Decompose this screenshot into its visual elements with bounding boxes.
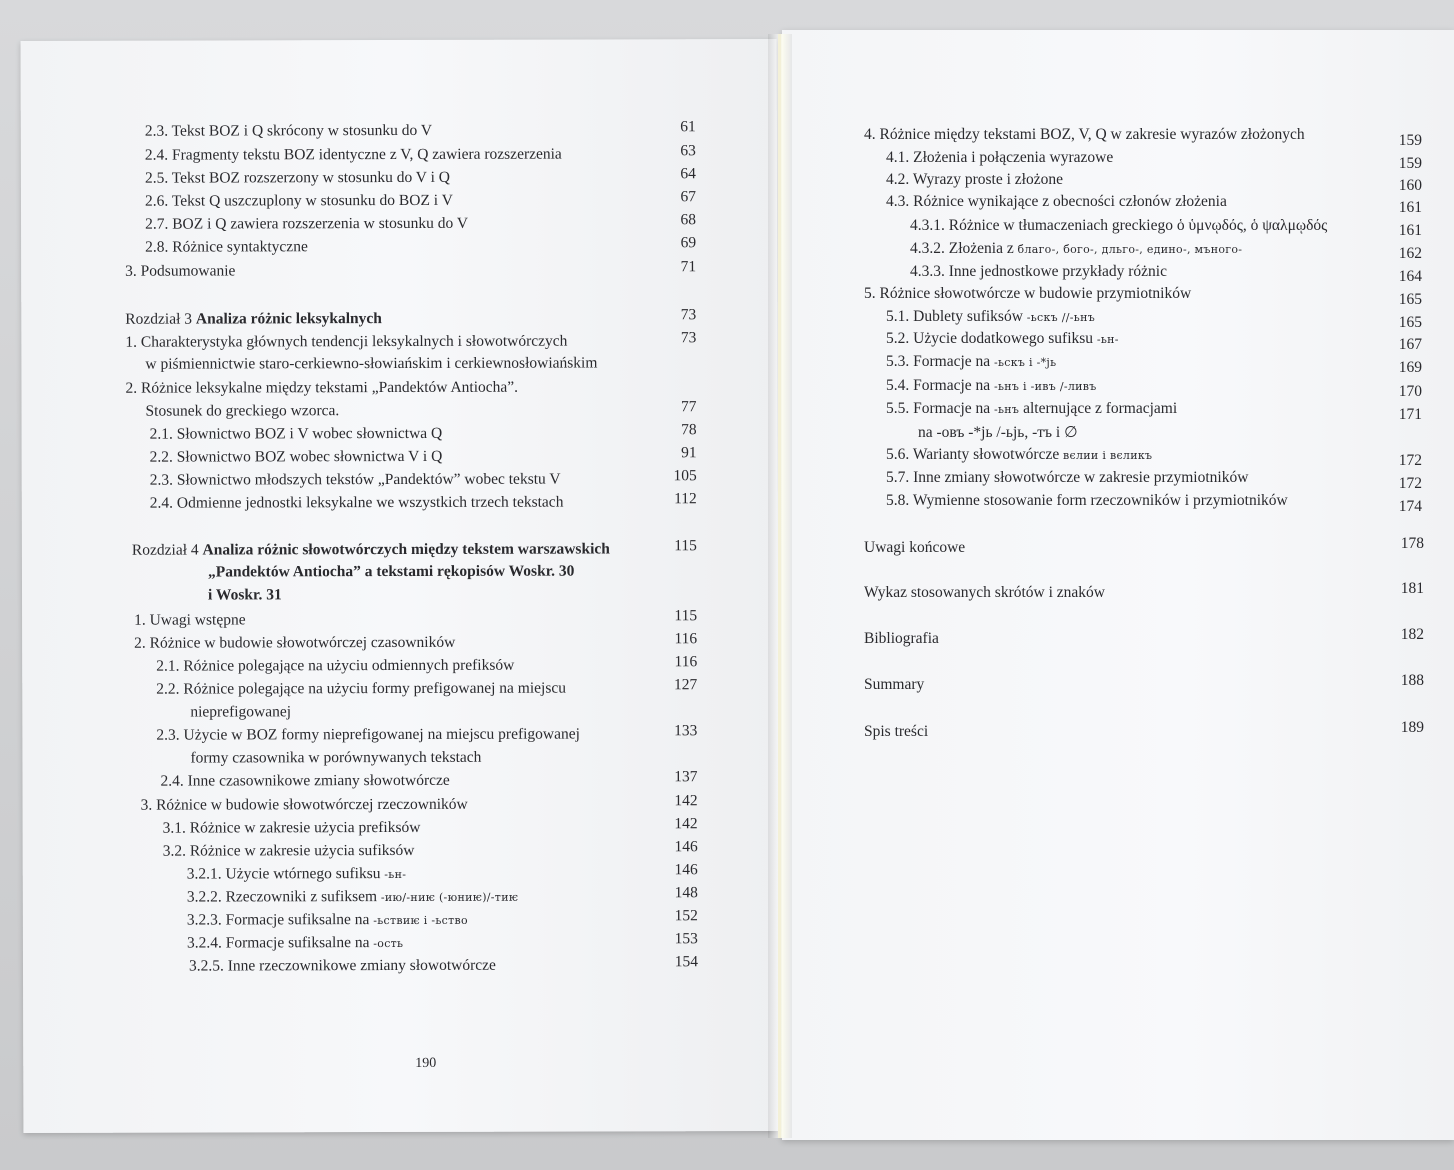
left-entry: [189, 956, 496, 975]
entry-text: Wykaz stosowanych skrótów i znaków: [864, 584, 1105, 602]
entry-text: nieprefigowanej: [190, 702, 292, 721]
right-entry: [886, 330, 1119, 349]
right-entry: [864, 676, 924, 694]
cyrillic-suffix: -ьскъ //-ьнъ: [1022, 311, 1096, 325]
left-entry: [141, 796, 468, 815]
cyrillic-suffix: -ьскъ і -*jь: [990, 356, 1057, 370]
right-entry: [918, 424, 1078, 442]
page-ref: 73: [680, 329, 697, 347]
entry-text: 2.4. Odmienne jednostki leksykalne we wszystkich trzech tekstach: [149, 493, 564, 512]
page-ref: 178: [1400, 535, 1424, 553]
page-ref: 171: [1398, 406, 1422, 424]
cyrillic-suffix: -ьн-: [1093, 333, 1119, 347]
chapter-prefix: Rozdział 3: [125, 310, 196, 328]
entry-text: 2.3. Słownictwo młodszych tekstów „Pandektów” wobec tekstu V: [149, 470, 561, 489]
cyrillic-suffix: -ьнъ і -ивъ /-ливъ: [990, 380, 1097, 394]
entry-text: 2.6. Tekst Q uszczuplony w stosunku do BOZ i V: [144, 191, 453, 210]
entry-text: 4.1. Złożenia i połączenia wyrazowe: [886, 149, 1114, 167]
entry-text: 4. Różnice między tekstami BOZ, V, Q w zakresie wyrazów złożonych: [864, 126, 1305, 144]
left-entry: [145, 145, 562, 164]
right-entry: [886, 353, 1056, 372]
entry-text: Summary: [864, 676, 925, 694]
right-entry: [864, 630, 939, 648]
left-entry: [145, 192, 453, 211]
entry-text: 5.2. Użycie dodatkowego sufiksu: [886, 330, 1094, 348]
entry-text: 2.2. Słownictwo BOZ wobec słownictwa V i Q: [149, 447, 443, 466]
chapter-title: Analiza różnic słowotwórczych między tekstem warszawskich: [202, 540, 610, 559]
binding-thread: [778, 34, 781, 1138]
left-entry: [132, 540, 610, 559]
left-toc: [21, 39, 780, 1133]
left-entry: [156, 679, 566, 698]
page-ref: 116: [674, 653, 698, 671]
right-entry: [864, 285, 1191, 303]
left-page: [21, 39, 780, 1133]
entry-text: 5.4. Formacje na: [886, 377, 991, 395]
right-page: [782, 30, 1454, 1140]
page-ref: 162: [1398, 245, 1422, 263]
cyrillic-suffix: -ьствиѥ і -ьство: [369, 913, 468, 927]
page-ref: 127: [673, 676, 698, 694]
entry-text: 4.3.2. Złożenia z: [910, 239, 1014, 257]
page-ref: 68: [680, 211, 697, 229]
entry-text: 1. Charakterystyka głównych tendencji leksykalnych i słowotwórczych: [125, 332, 568, 351]
chapter-prefix: Rozdział 4: [131, 541, 203, 559]
entry-text: 3.2.4. Formacje sufiksalne na: [186, 933, 370, 952]
entry-text: 4.3.1. Różnice w tłumaczeniach greckiego ὁ ὑμνῳδός, ὁ ψαλμῳδός: [910, 216, 1328, 234]
cyrillic-suffix: вєлии і вєликъ: [1059, 449, 1153, 463]
page-ref: 115: [674, 537, 697, 555]
entry-text: Uwagi końcowe: [864, 539, 966, 557]
page-ref: 116: [674, 630, 698, 648]
page-ref: 154: [674, 953, 699, 971]
page-ref: 165: [1398, 291, 1422, 309]
right-toc: [782, 30, 1454, 1140]
entry-text: 4.3.3. Inne jednostkowe przykłady różnic: [910, 262, 1167, 280]
right-entry: [886, 171, 1063, 189]
right-entry: [886, 469, 1248, 487]
page-ref: 146: [674, 838, 698, 856]
page-ref: 174: [1398, 498, 1422, 516]
page-ref: 115: [674, 607, 698, 625]
page-ref: 172: [1398, 475, 1422, 493]
left-entry: [187, 887, 519, 907]
cyrillic-suffix: -ьн-: [380, 867, 407, 881]
left-entry: [190, 703, 291, 721]
right-entry: [886, 149, 1113, 167]
page-ref: 181: [1400, 580, 1424, 598]
page-ref: 69: [680, 234, 697, 252]
page-ref: 152: [674, 907, 698, 925]
entry-text: 5. Różnice słowotwórcze w budowie przymiotników: [864, 285, 1192, 303]
left-entry: [208, 563, 574, 582]
left-entry: [150, 425, 443, 444]
right-entry: [910, 263, 1167, 281]
left-entry: [163, 842, 415, 861]
left-entry: [163, 819, 421, 838]
entry-text: Bibliografia: [864, 630, 939, 648]
right-entry: [910, 240, 1242, 259]
left-entry: [187, 865, 407, 885]
left-entry: [208, 587, 282, 605]
entry-text: 3.2. Różnice w zakresie użycia sufiksów: [162, 841, 415, 860]
left-entry: [150, 470, 561, 489]
left-entry: [145, 238, 308, 256]
entry-text: 5.7. Inne zmiany słowotwórcze w zakresie przymiotników: [886, 469, 1249, 487]
entry-text: w piśmiennictwie staro-cerkiewno-słowiańskim i cerkiewnosłowiańskim: [145, 354, 598, 373]
page-ref: 67: [680, 188, 697, 206]
left-entry: [145, 354, 597, 373]
entry-text: 5.3. Formacje na: [886, 353, 991, 371]
cyrillic-suffix: -ьнъ: [990, 403, 1020, 417]
page-ref: 182: [1400, 626, 1424, 644]
entry-text: i Woskr. 31: [208, 586, 282, 604]
page-ref: 64: [680, 165, 696, 183]
entry-text: Spis treści: [864, 723, 929, 741]
entry-text: 2.1. Różnice polegające na użyciu odmiennych prefiksów: [156, 656, 515, 675]
left-entry: [134, 611, 246, 629]
entry-text: 3.1. Różnice w zakresie użycia prefiksów: [162, 818, 421, 837]
entry-text: 4.3. Różnice wynikające z obecności członów złożenia: [886, 193, 1227, 211]
left-entry: [150, 448, 443, 467]
left-entry: [150, 493, 564, 512]
entry-text: 2.3. Użycie w BOZ formy nieprefigowanej na miejscu prefigowanej: [156, 725, 580, 744]
entry-text: 3.2.3. Formacje sufiksalne na: [186, 910, 370, 929]
page-ref: 73: [680, 306, 697, 324]
page-ref: 137: [674, 768, 698, 786]
page-ref: 112: [674, 490, 697, 508]
page-ref: 91: [681, 444, 697, 462]
left-entry: [125, 262, 235, 280]
entry-text: 3. Podsumowanie: [125, 262, 236, 280]
page-ref: 164: [1398, 268, 1422, 286]
entry-text: 2. Różnice leksykalne między tekstami „Pandektów Antiocha”.: [125, 378, 519, 397]
entry-text: 2. Różnice w budowie słowotwórczej czasowników: [134, 633, 456, 652]
cyrillic-suffix: -ость: [369, 936, 404, 950]
right-entry: [886, 308, 1095, 327]
page-ref: 161: [1398, 199, 1422, 217]
page-ref: 165: [1398, 314, 1422, 332]
right-entry: [864, 584, 1105, 602]
right-entry: [910, 217, 1327, 235]
entry-text: 2.8. Różnice syntaktyczne: [145, 238, 308, 256]
right-entry: [886, 446, 1152, 465]
entry-text: „Pandektów Antiocha” a tekstami rękopisów Woskr. 30: [207, 563, 575, 581]
entry-text: 2.4. Fragmenty tekstu BOZ identyczne z V, Q zawiera rozszerzenia: [144, 145, 562, 164]
left-entry: [145, 215, 468, 234]
entry-text: 3.2.5. Inne rzeczownikowe zmiany słowotwórcze: [188, 956, 496, 975]
entry-text: 1. Uwagi wstępne: [134, 611, 246, 629]
page-ref: 169: [1398, 359, 1422, 377]
left-entry: [160, 772, 449, 791]
entry-text: Stosunek do greckiego wzorca.: [145, 402, 340, 420]
entry-text: 2.1. Słownictwo BOZ i V wobec słownictwa Q: [149, 424, 443, 443]
entry-text: 3.2.1. Użycie wtórnego sufiksu: [186, 864, 381, 883]
left-entry: [187, 910, 468, 930]
right-entry: [886, 492, 1288, 510]
page-ref: 153: [674, 930, 698, 948]
page-ref: 61: [680, 118, 696, 136]
entry-text: 2.7. BOZ i Q zawiera rozszerzenia w stosunku do V: [145, 214, 469, 233]
page-ref: 189: [1400, 719, 1424, 737]
left-entry: [125, 379, 518, 398]
page-ref: 170: [1398, 383, 1422, 401]
entry-text: na -овъ -*jь /-ьjь, -тъ і ∅: [918, 423, 1078, 441]
page-ref: 167: [1398, 336, 1422, 354]
left-entry: [145, 169, 450, 188]
left-entry: [187, 934, 403, 954]
page-ref: 172: [1398, 452, 1422, 470]
entry-text: 4.2. Wyrazy proste i złożone: [886, 171, 1063, 189]
left-entry: [125, 310, 382, 329]
page-ref: 146: [674, 861, 698, 879]
entry-text: 2.3. Tekst BOZ i Q skrócony w stosunku do V: [144, 121, 433, 140]
entry-text: 2.5. Tekst BOZ rozszerzony w stosunku do V i Q: [144, 168, 450, 187]
entry-text: 2.4. Inne czasownikowe zmiany słowotwórcze: [160, 771, 450, 790]
right-entry: [886, 400, 1177, 419]
entry-text: 5.8. Wymienne stosowanie form rzeczowników i przymiotników: [886, 492, 1288, 510]
page-ref: 133: [674, 722, 698, 740]
page-ref: 188: [1400, 672, 1424, 690]
entry-text-tail: alternujące z formacjami: [1019, 400, 1178, 418]
left-entry: [146, 402, 340, 421]
entry-text: 3.2.2. Rzeczowniki z sufiksem: [186, 887, 378, 906]
entry-text: 5.6. Warianty słowotwórcze: [886, 446, 1060, 464]
left-entry: [125, 333, 567, 352]
chapter-title: Analiza różnic leksykalnych: [195, 310, 382, 328]
left-entry: [156, 725, 580, 744]
page-ref: 159: [1398, 132, 1422, 150]
right-entry: [864, 723, 928, 741]
page-ref: 63: [680, 142, 696, 160]
page-ref: 160: [1398, 177, 1422, 195]
entry-text: 5.5. Formacje na: [886, 400, 991, 418]
entry-text: 3. Różnice w budowie słowotwórczej rzeczowników: [140, 795, 468, 814]
page-ref: 77: [681, 398, 697, 416]
page-ref: 161: [1398, 222, 1422, 240]
right-entry: [864, 539, 965, 557]
entry-text: 5.1. Dublety sufiksów: [886, 308, 1023, 326]
right-entry: [886, 193, 1227, 211]
entry-text: formy czasownika w porównywanych tekstach: [190, 748, 482, 767]
right-entry: [864, 126, 1305, 144]
page-ref: 71: [680, 258, 697, 276]
cyrillic-suffix: благо-, бого-, дльго-, едино-, мъного-: [1013, 242, 1243, 256]
left-entry: [134, 634, 455, 653]
left-page-number: 190: [415, 1055, 437, 1071]
page-ref: 142: [674, 815, 698, 833]
page-ref: 78: [681, 421, 697, 439]
right-entry: [886, 377, 1097, 396]
page-ref: 159: [1398, 155, 1422, 173]
page-ref: 105: [673, 467, 697, 485]
cyrillic-suffix: -ию/-ниѥ (-юниѥ)/-тиѥ: [377, 890, 519, 904]
left-entry: [145, 122, 432, 141]
page-ref: 148: [674, 884, 698, 902]
entry-text: 2.2. Różnice polegające na użyciu formy prefigowanej na miejscu: [156, 679, 567, 698]
left-entry: [156, 656, 514, 675]
left-entry: [190, 748, 481, 767]
page-ref: 142: [674, 792, 698, 810]
